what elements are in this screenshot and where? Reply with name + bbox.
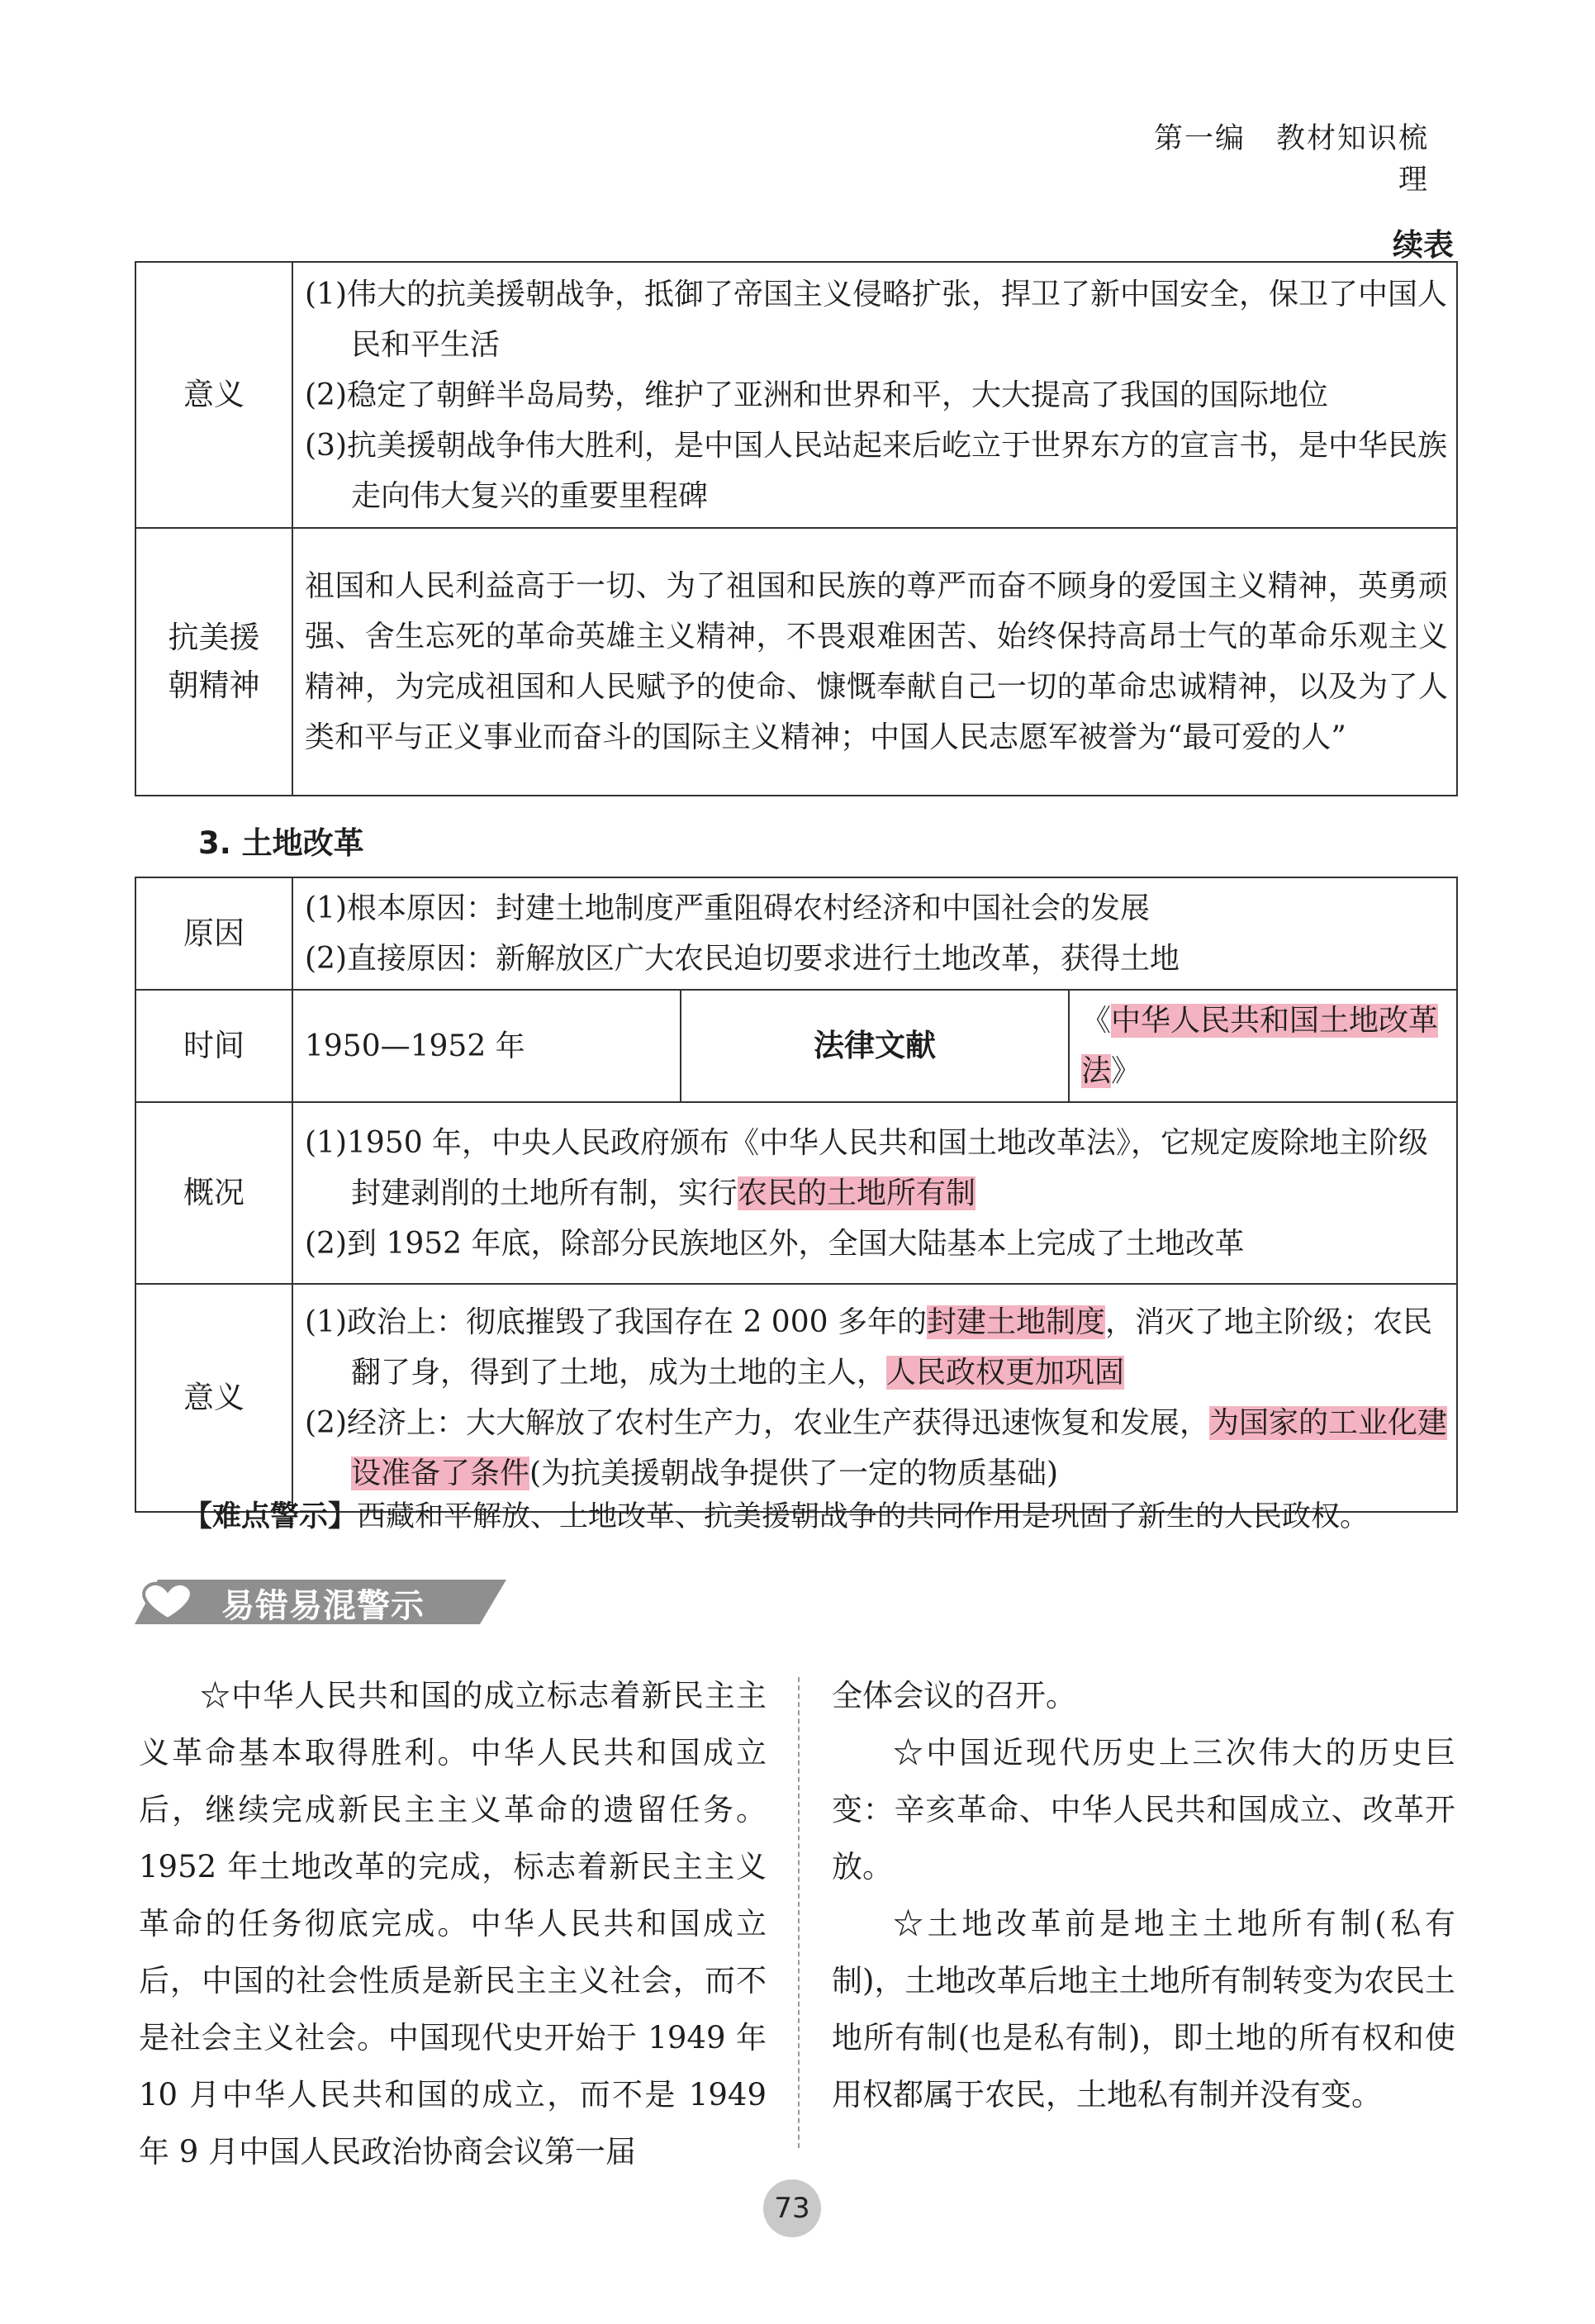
row-label-spirit (135, 528, 292, 796)
paragraph: ☆中华人民共和国的成立标志着新民主主义革命基本取得胜利。中华人民共和国成立后，继续完成新民主主义革命的遗留任务。1952 年土地改革的完成，标志着新民主主义革命的任务彻底完成。中华人民共和国成立后，中国的社会性质是新民主主义社会，而不是社会主义社会。中国现代史开始于 1949 年 10 月中华人民共和国的成立，而不是 1949 年 9 月中国人民政治协商会议第一届 (139, 1678, 767, 2170)
resist-aggression-table (135, 261, 1458, 796)
table-row (135, 990, 1457, 1102)
section-title: 3. 土地改革 (198, 825, 364, 861)
spirit-cell: 祖国和人民利益高于一切、为了祖国和民族的尊严而奋不顾身的爱国主义精神，英勇顽强、舍生忘死的革命英雄主义精神，不畏艰难困苦、始终保持高昂士气的革命乐观主义精神，为完成祖国和人民赋予的使命、慷慨奉献自己一切的革命忠诚精神，以及为了人类和平与正义事业而奋斗的国际主义精神；中国人民志愿军被誉为“最可爱的人” (292, 528, 1457, 796)
list-item (305, 1118, 1448, 1219)
row-label-land-significance: 意义 (135, 1284, 292, 1512)
highlight: 中华人民共和国土地改革法 (1081, 1004, 1439, 1088)
list-item (305, 1297, 1448, 1398)
highlight: 农民的土地所有制 (738, 1176, 976, 1210)
highlight: 人民政权更加巩固 (886, 1356, 1125, 1390)
paragraph: ☆土地改革前是地主土地所有制(私有制)，土地改革后地主土地所有制转变为农民土地所有制(也是私有制)，即土地的所有权和使用权都属于农民，土地私有制并没有变。 (832, 1906, 1455, 2113)
section-banner (135, 1576, 506, 1628)
row-label-significance: 意义 (135, 262, 292, 528)
text-run: (2)经济上：大大解放了农村生产力，农业生产获得迅速恢复和发展， (305, 1406, 1209, 1440)
cause-cell (292, 877, 1457, 990)
page-number: 73 (763, 2179, 821, 2237)
table-row (135, 1102, 1457, 1284)
list-item: (2)稳定了朝鲜半岛局势，维护了亚洲和世界和平，大大提高了我国的国际地位 (305, 378, 1328, 412)
list-item (305, 1398, 1448, 1499)
row-label-overview: 概况 (135, 1102, 292, 1284)
paragraph: ☆中国近现代历史上三次伟大的历史巨变：辛亥革命、中华人民共和国成立、改革开放。 (832, 1735, 1455, 1884)
difficulty-warning (183, 1494, 1439, 1535)
row-label-cause: 原因 (135, 877, 292, 990)
banner-title: 易错易混警示 (221, 1587, 425, 1625)
list-item: (1)根本原因：封建土地制度严重阻碍农村经济和中国社会的发展 (305, 891, 1150, 925)
significance-cell (292, 262, 1457, 528)
running-header: 第一编 教材知识梳理 (1153, 122, 1429, 197)
table-row (135, 262, 1457, 528)
list-item: (3)抗美援朝战争伟大胜利，是中国人民站起来后屹立于世界东方的宣言书，是中华民族走向伟大复兴的重要里程碑 (305, 428, 1447, 513)
time-value: 1950—1952 年 (292, 990, 681, 1102)
paragraph: 全体会议的召开。 (832, 1678, 1076, 1713)
bracket: 《 (1081, 1004, 1112, 1038)
highlight: 为国家的工业化建设准备了条件 (351, 1406, 1448, 1490)
table-row (135, 877, 1457, 990)
list-item: (2)到 1952 年底，除部分民族地区外，全国大陆基本上完成了土地改革 (305, 1226, 1245, 1261)
warning-tag: 【难点警示】 (183, 1500, 358, 1533)
row-label-line: 朝精神 (168, 668, 260, 703)
column-divider (798, 1677, 800, 2148)
text-run: (为抗美援朝战争提供了一定的物质基础) (529, 1457, 1059, 1490)
land-significance-cell (292, 1284, 1457, 1512)
left-column (139, 1667, 767, 2180)
text-run: ，消灭了地主阶级；农民翻了身，得到了土地，成为土地的主人， (351, 1305, 1432, 1390)
right-column (832, 1667, 1455, 2123)
warning-text: 西藏和平解放、土地改革、抗美援朝战争的共同作用是巩固了新生的人民政权。 (357, 1500, 1370, 1533)
row-label-time: 时间 (135, 990, 292, 1102)
text-run: (1)政治上：彻底摧毁了我国存在 2 000 多年的 (305, 1305, 927, 1339)
row-label-line: 抗美援 (168, 620, 260, 655)
text-run: (1)1950 年，中央人民政府颁布《中华人民共和国土地改革法》，它规定废除地主阶级封建剥削的土地所有制，实行 (305, 1125, 1429, 1210)
table-row (135, 1284, 1457, 1512)
list-item: (2)直接原因：新解放区广大农民迫切要求进行土地改革，获得土地 (305, 942, 1180, 976)
list-item: (1)伟大的抗美援朝战争，抵御了帝国主义侵略扩张，捍卫了新中国安全，保卫了中国人民和平生活 (305, 277, 1447, 362)
highlight: 封建土地制度 (926, 1305, 1105, 1339)
law-cell (1069, 990, 1457, 1102)
table-row (135, 528, 1457, 796)
law-label: 法律文献 (681, 990, 1069, 1102)
continued-label: 续表 (1393, 227, 1454, 263)
overview-cell (292, 1102, 1457, 1284)
land-reform-table (135, 877, 1458, 1513)
bracket: 》 (1111, 1054, 1142, 1088)
